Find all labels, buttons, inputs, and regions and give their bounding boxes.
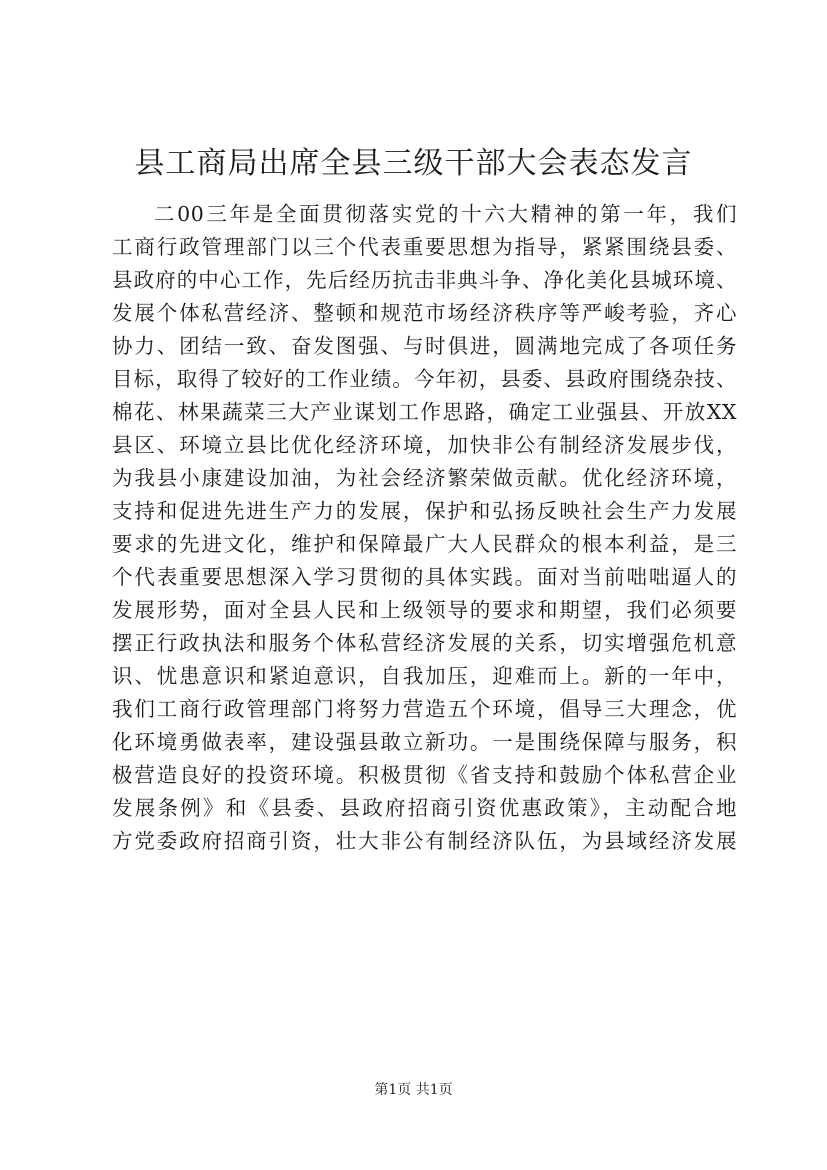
body-line: 发展个体私营经济、整顿和规范市场经济秩序等严峻考验，齐心: [112, 301, 737, 325]
body-line: 工商行政管理部门以三个代表重要思想为指导，紧紧围绕县委、: [112, 235, 737, 259]
body-line: 发展形势，面对全县人民和上级领导的要求和期望，我们必须要: [112, 598, 737, 622]
body-line: 我们工商行政管理部门将努力营造五个环境，倡导三大理念，优: [112, 697, 737, 721]
body-line: 方党委政府招商引资，壮大非公有制经济队伍，为县域经济发展: [112, 829, 737, 853]
page-footer: 第1页 共1页: [374, 1082, 453, 1098]
body-line: 摆正行政执法和服务个体私营经济发展的关系，切实增强危机意: [112, 631, 737, 655]
body-line: 协力、团结一致、奋发图强、与时俱进，圆满地完成了各项任务: [112, 334, 737, 358]
body-line: 棉花、林果蔬菜三大产业谋划工作思路，确定工业强县、开放XX: [112, 400, 737, 424]
body-line: 发展条例》和《县委、县政府招商引资优惠政策》，主动配合地: [112, 796, 737, 820]
body-line: 为我县小康建设加油，为社会经济繁荣做贡献。优化经济环境，: [112, 466, 737, 490]
body-line: 县区、环境立县比优化经济环境，加快非公有制经济发展步伐，: [112, 433, 737, 457]
body-line: 要求的先进文化，维护和保障最广大人民群众的根本利益，是三: [112, 532, 737, 556]
document-body: [112, 198, 737, 858]
document-title: 县工商局出席全县三级干部大会表态发言: [134, 146, 693, 181]
body-line: 支持和促进先进生产力的发展，保护和弘扬反映社会生产力发展: [112, 499, 737, 523]
body-line: 二00三年是全面贯彻落实党的十六大精神的第一年，我们: [154, 202, 737, 226]
body-line: 识、忧患意识和紧迫意识，自我加压，迎难而上。新的一年中，: [112, 664, 737, 688]
body-line: 县政府的中心工作，先后经历抗击非典斗争、净化美化县城环境、: [112, 268, 737, 292]
body-line: 化环境勇做表率，建设强县敢立新功。一是围绕保障与服务，积: [112, 730, 737, 754]
body-line: 目标，取得了较好的工作业绩。今年初，县委、县政府围绕杂技、: [112, 367, 737, 391]
body-line: 极营造良好的投资环境。积极贯彻《省支持和鼓励个体私营企业: [112, 763, 737, 787]
body-line: 个代表重要思想深入学习贯彻的具体实践。面对当前咄咄逼人的: [112, 565, 737, 589]
